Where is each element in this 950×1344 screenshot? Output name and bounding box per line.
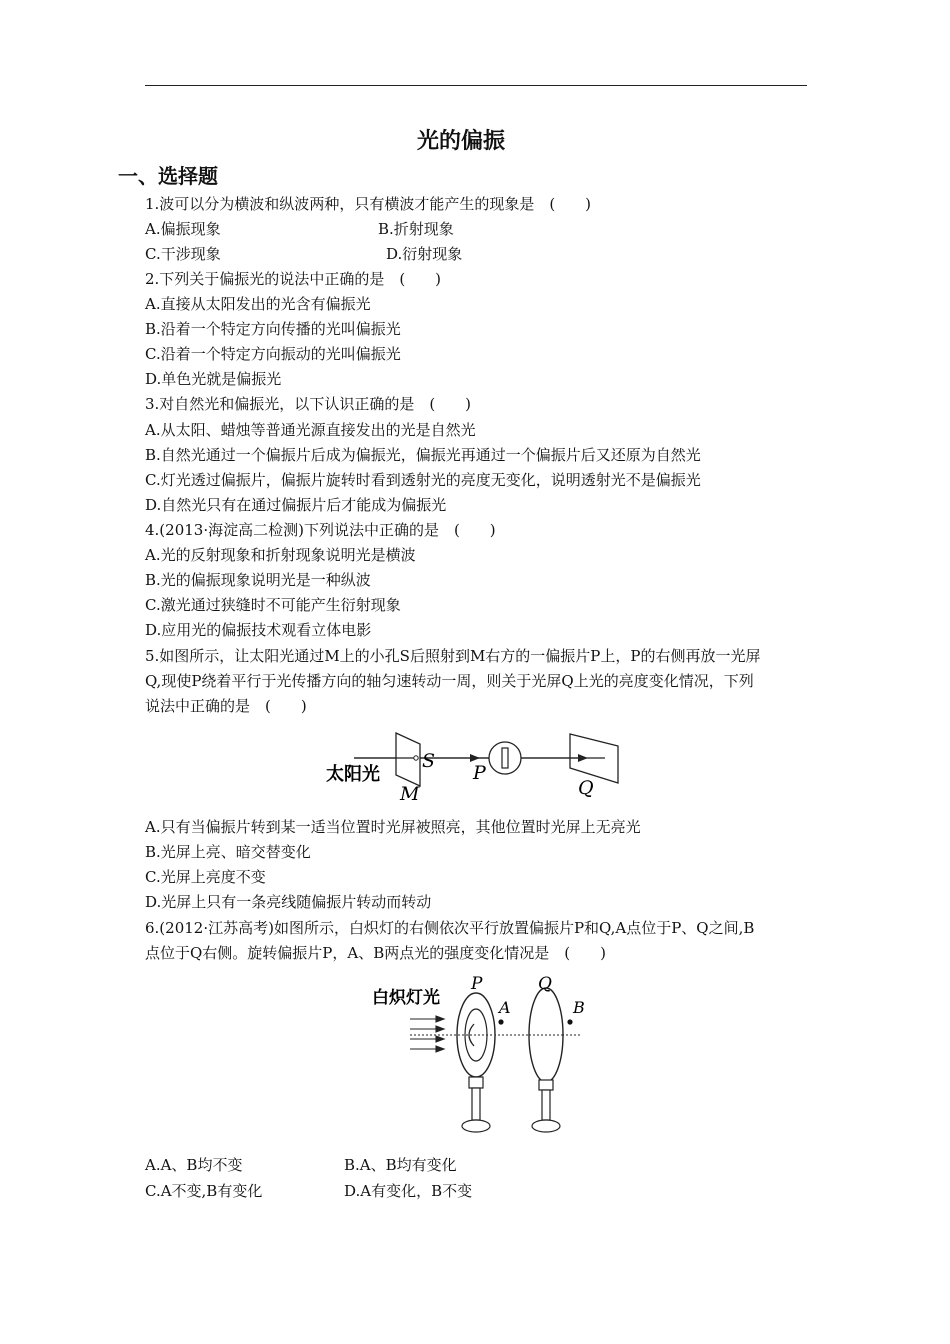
q5-option-b[interactable]: B.光屏上亮、暗交替变化 xyxy=(145,843,311,861)
q2-option-d[interactable]: D.单色光就是偏振光 xyxy=(145,370,282,388)
q5-label-sunlight: 太阳光 xyxy=(326,764,380,785)
q2-stem: 2.下列关于偏振光的说法中正确的是 ( ) xyxy=(145,270,442,288)
q3-option-a[interactable]: A.从太阳、蜡烛等普通光源直接发出的光是自然光 xyxy=(145,421,476,439)
q1-option-c[interactable]: C.干涉现象 xyxy=(145,245,221,263)
section-heading: 一、选择题 xyxy=(118,164,218,188)
q4-option-b[interactable]: B.光的偏振现象说明光是一种纵波 xyxy=(145,571,371,589)
header-rule xyxy=(145,85,807,86)
q6-light-arrows xyxy=(410,1016,444,1052)
q5-option-a[interactable]: A.只有当偏振片转到某一适当位置时光屏被照亮，其他位置时光屏上无亮光 xyxy=(145,818,641,836)
q5-label-m: M xyxy=(400,783,420,805)
q6-label-q: Q xyxy=(538,974,552,994)
q4-option-d[interactable]: D.应用光的偏振技术观看立体电影 xyxy=(145,621,372,639)
q5-figure xyxy=(320,728,630,803)
q6-option-d[interactable]: D.A有变化，B不变 xyxy=(344,1182,473,1200)
q2-option-a[interactable]: A.直接从太阳发出的光含有偏振光 xyxy=(145,295,371,313)
q5-stem-line1: 5.如图所示，让太阳光通过M上的小孔S后照射到M右方的一偏振片P上，P的右侧再放一光屏 xyxy=(145,647,761,665)
q5-hole-s xyxy=(414,756,418,760)
q1-stem: 1.波可以分为横波和纵波两种，只有横波才能产生的现象是 ( ) xyxy=(145,195,592,213)
q3-option-b[interactable]: B.自然光通过一个偏振片后成为偏振光，偏振光再通过一个偏振片后又还原为自然光 xyxy=(145,446,701,464)
q6-option-b[interactable]: B.A、B均有变化 xyxy=(344,1156,457,1174)
q1-option-d[interactable]: D.衍射现象 xyxy=(386,245,463,263)
q2-option-b[interactable]: B.沿着一个特定方向传播的光叫偏振光 xyxy=(145,320,401,338)
q5-stem-line3: 说法中正确的是 ( ) xyxy=(145,697,307,715)
q5-stem-line2: Q,现使P绕着平行于光传播方向的轴匀速转动一周，则关于光屏Q上光的亮度变化情况，下列 xyxy=(145,672,754,690)
q5-option-d[interactable]: D.光屏上只有一条亮线随偏振片转动而转动 xyxy=(145,893,432,911)
q1-option-b[interactable]: B.折射现象 xyxy=(378,220,454,238)
q6-stem-line1: 6.(2012·江苏高考)如图所示，白炽灯的右侧依次平行放置偏振片P和Q,A点位于P、Q之间,B xyxy=(145,919,755,937)
q6-figure xyxy=(370,972,610,1140)
q6-option-c[interactable]: C.A不变,B有变化 xyxy=(145,1182,263,1200)
q6-label-b: B xyxy=(573,998,585,1017)
q5-label-p: P xyxy=(473,762,486,784)
q3-option-c[interactable]: C.灯光透过偏振片，偏振片旋转时看到透射光的亮度无变化，说明透射光不是偏振光 xyxy=(145,471,701,489)
q5-option-c[interactable]: C.光屏上亮度不变 xyxy=(145,868,266,886)
q6-label-p: P xyxy=(471,974,483,994)
q4-option-c[interactable]: C.激光通过狭缝时不可能产生衍射现象 xyxy=(145,596,401,614)
q6-label-lamp: 白炽灯光 xyxy=(372,988,440,1008)
q5-label-q: Q xyxy=(578,777,594,799)
q6-point-b xyxy=(567,1019,572,1024)
q4-option-a[interactable]: A.光的反射现象和折射现象说明光是横波 xyxy=(145,546,416,564)
q6-stand-q xyxy=(539,1080,553,1090)
q4-stem: 4.(2013·海淀高二检测)下列说法中正确的是 ( ) xyxy=(145,521,496,539)
q2-option-c[interactable]: C.沿着一个特定方向振动的光叫偏振光 xyxy=(145,345,401,363)
q6-point-a xyxy=(498,1019,503,1024)
q5-label-s: S xyxy=(422,750,436,772)
page-title: 光的偏振 xyxy=(416,129,505,154)
q6-option-a[interactable]: A.A、B均不变 xyxy=(145,1156,243,1174)
q6-stand-p xyxy=(469,1077,483,1088)
q3-option-d[interactable]: D.自然光只有在通过偏振片后才能成为偏振光 xyxy=(145,496,447,514)
q5-polarizer-slit xyxy=(502,748,508,768)
q3-stem: 3.对自然光和偏振光，以下认识正确的是 ( ) xyxy=(145,395,472,413)
q1-option-a[interactable]: A.偏振现象 xyxy=(145,220,221,238)
q6-label-a: A xyxy=(499,998,511,1017)
q6-stem-line2: 点位于Q右侧。旋转偏振片P，A、B两点光的强度变化情况是 ( ) xyxy=(145,944,606,962)
